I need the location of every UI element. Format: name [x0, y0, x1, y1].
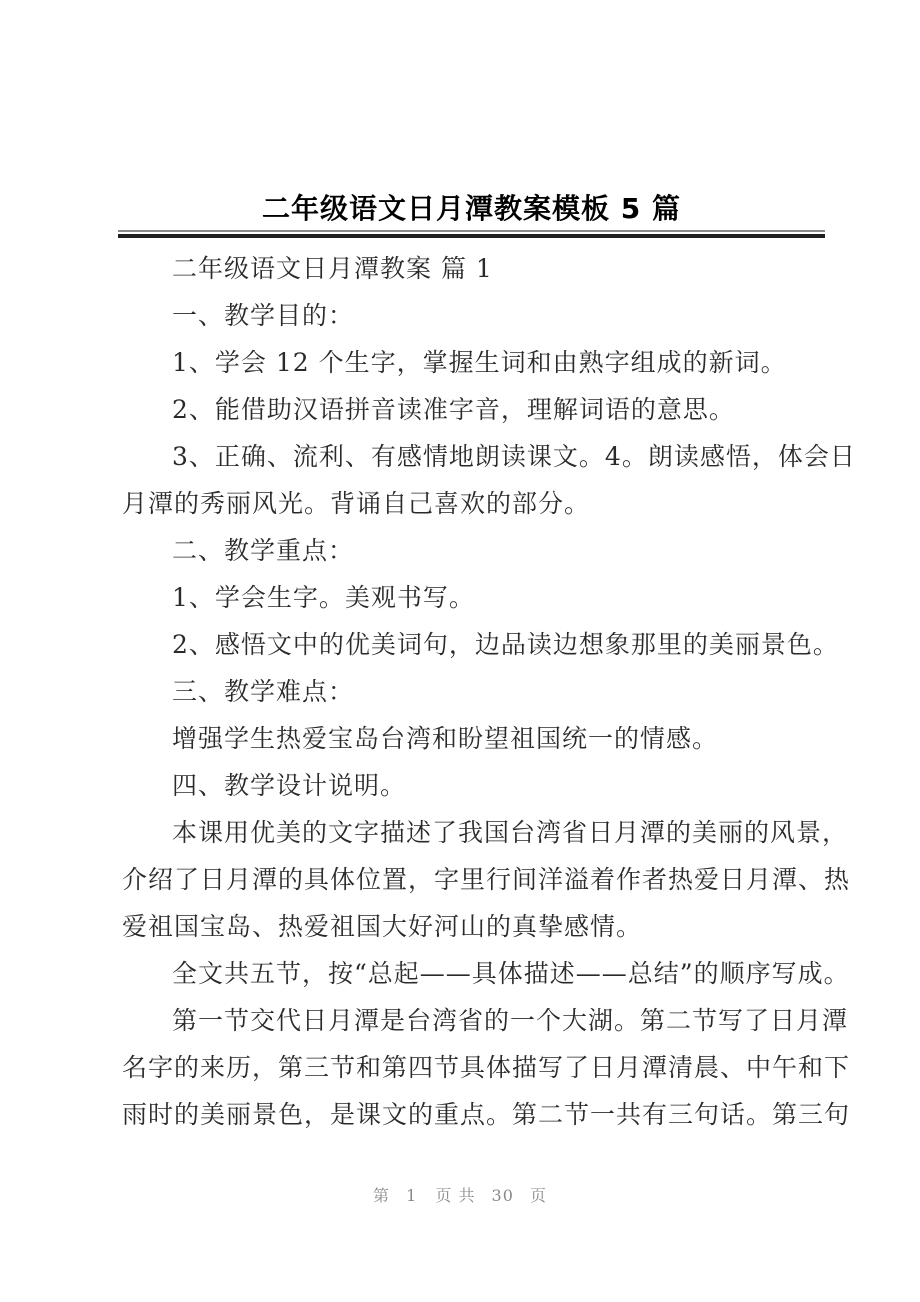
text-line: 爱祖国宝岛、热爱祖国大好河山的真挚感情。 [122, 912, 643, 941]
text-line: 介绍了日月潭的具体位置，字里行间洋溢着作者热爱日月潭、热 [122, 865, 851, 894]
text-line: 全文共五节，按“总起——具体描述——总结”的顺序写成。 [172, 959, 850, 988]
text-line: 三、教学难点： [172, 677, 355, 706]
text-line: 第一节交代日月潭是台湾省的一个大湖。第二节写了日月潭 [172, 1006, 849, 1035]
text-line: 3、正确、流利、有感情地朗读课文。4。朗读感悟，体会日 [172, 442, 856, 471]
text-line: 2、能借助汉语拼音读准字音，理解词语的意思。 [172, 395, 735, 424]
text-line: 月潭的秀丽风光。背诵自己喜欢的部分。 [122, 489, 591, 518]
title-double-rule [118, 230, 825, 238]
text-line: 四、教学设计说明。 [172, 771, 407, 800]
text-line: 二年级语文日月潭教案 篇 1 [172, 254, 493, 283]
current-page-number: 1 [406, 1186, 418, 1205]
document-title: 二年级语文日月潭教案模板 5 篇 [262, 192, 681, 225]
text-line: 名字的来历，第三节和第四节具体描写了日月潭清晨、中午和下 [122, 1053, 851, 1082]
text-line: 本课用优美的文字描述了我国台湾省日月潭的美丽的风景， [172, 818, 849, 847]
text-line: 雨时的美丽景色，是课文的重点。第二节一共有三句话。第三句 [122, 1100, 851, 1129]
total-page-number: 30 [491, 1186, 514, 1205]
text-line: 2、感悟文中的优美词句，边品读边想象那里的美丽景色。 [172, 630, 839, 659]
footer-prefix-label: 第 [372, 1186, 390, 1205]
text-line: 二、教学重点： [172, 536, 355, 565]
page-footer [0, 1186, 920, 1206]
text-line: 增强学生热爱宝岛台湾和盼望祖国统一的情感。 [172, 724, 719, 753]
document-body [122, 245, 856, 1138]
text-line: 1、学会生字。美观书写。 [172, 583, 475, 612]
footer-suffix-label: 页 [530, 1186, 548, 1205]
text-line: 1、学会 12 个生字，掌握生词和由熟字组成的新词。 [172, 348, 787, 377]
footer-middle-label: 页 共 [435, 1186, 476, 1205]
text-line: 一、教学目的： [172, 301, 355, 330]
